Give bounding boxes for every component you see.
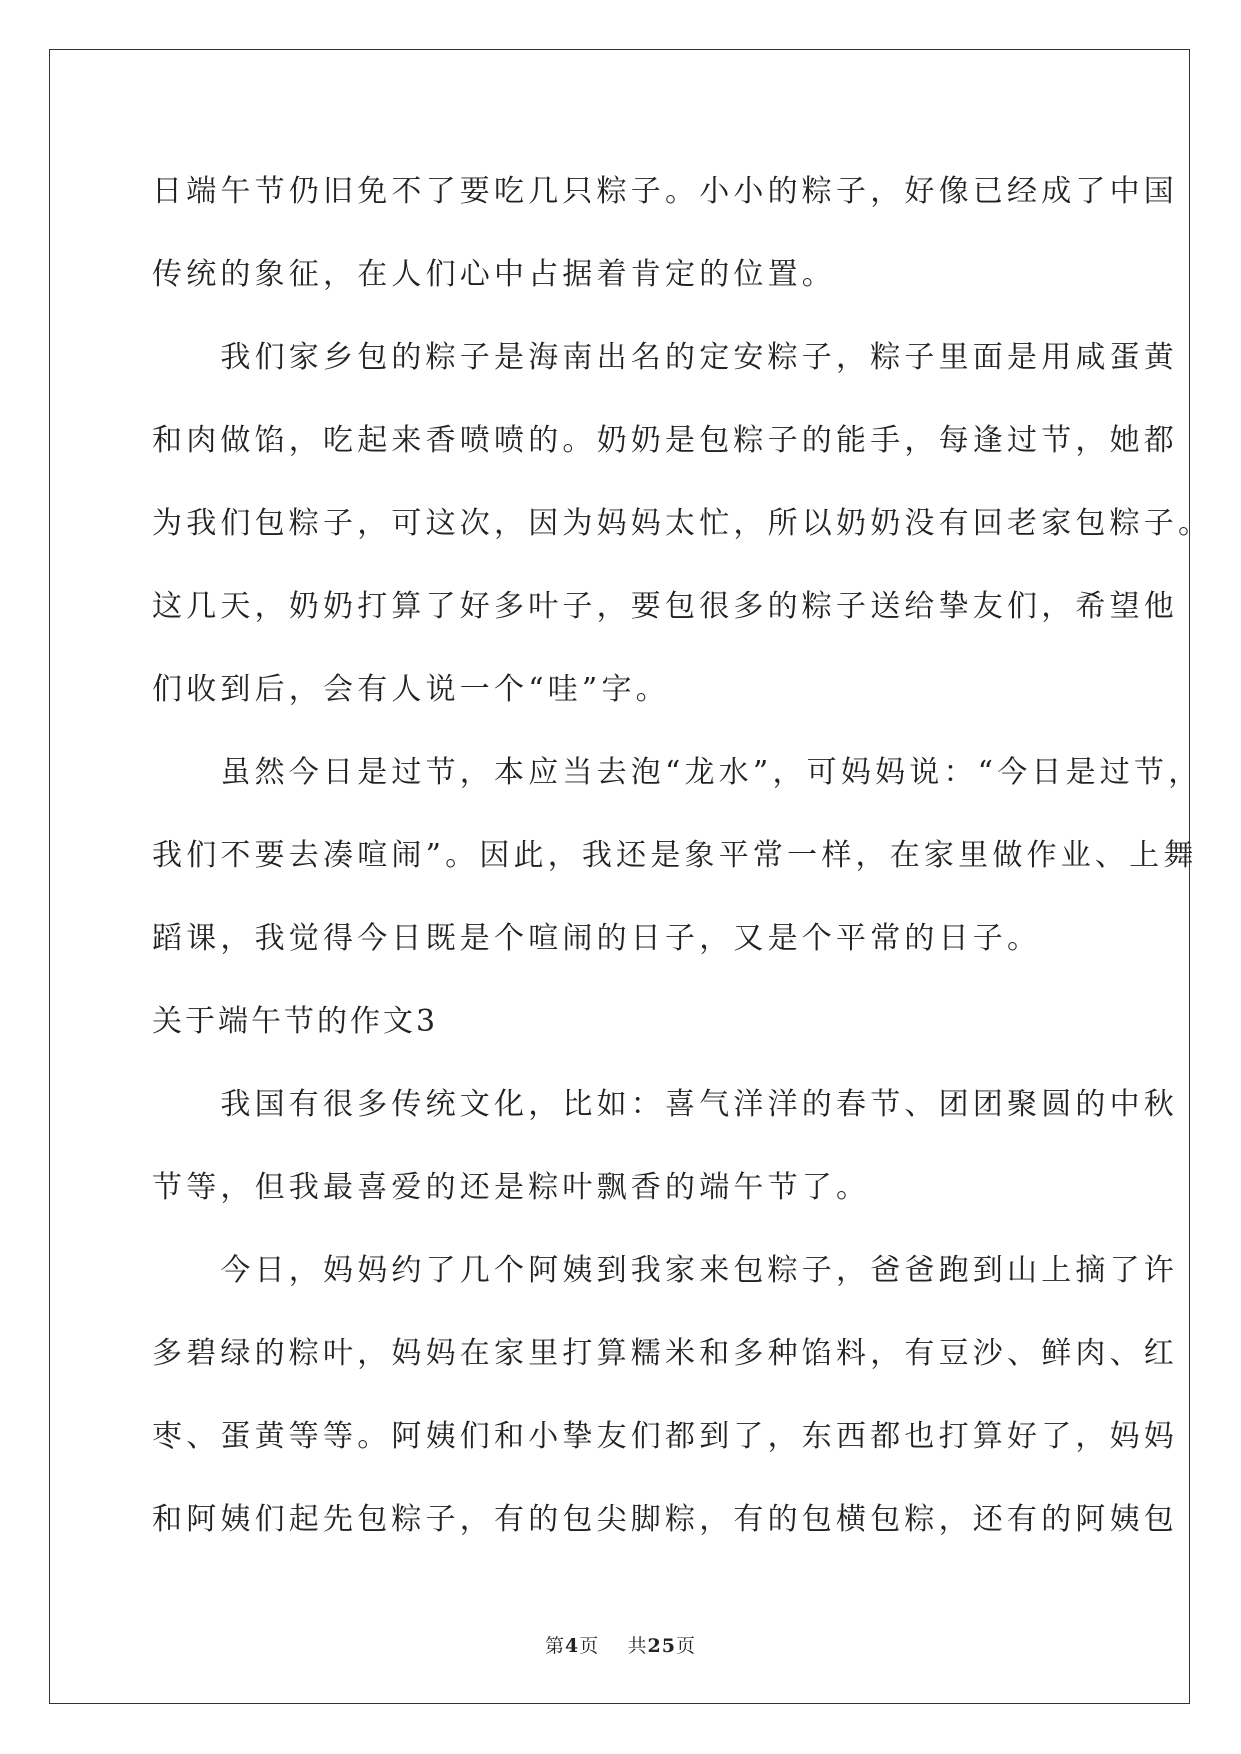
text-line: 们收到后，会有人说一个“哇”字。 [152,672,670,707]
text-line: 今日，妈妈约了几个阿姨到我家来包粽子，爸爸跑到山上摘了许 [152,1253,1178,1288]
text-line: 和阿姨们起先包粽子，有的包尖脚粽，有的包横包粽，还有的阿姨包 [152,1502,1178,1537]
total-suffix: 页 [675,1635,696,1657]
text-line: 多碧绿的粽叶，妈妈在家里打算糯米和多种馅料，有豆沙、鲜肉、红 [152,1336,1178,1371]
page-number: 4 [565,1635,580,1657]
text-line: 我们家乡包的粽子是海南出名的定安粽子，粽子里面是用咸蛋黄 [152,340,1178,375]
page-suffix: 页 [579,1635,600,1657]
text-line: 传统的象征，在人们心中占据着肯定的位置。 [152,257,836,292]
page-prefix: 第 [545,1635,566,1657]
total-pages: 25 [647,1635,676,1657]
text-line: 日端午节仍旧免不了要吃几只粽子。小小的粽子，好像已经成了中国 [152,174,1178,209]
document-body [152,150,1213,1561]
text-line: 节等，但我最喜爱的还是粽叶飘香的端午节了。 [152,1170,871,1205]
text-line: 枣、蛋黄等等。阿姨们和小挚友们都到了，东西都也打算好了，妈妈 [152,1419,1178,1454]
text-line: 我国有很多传统文化，比如：喜气洋洋的春节、团团聚圆的中秋 [152,1087,1178,1122]
text-line: 蹈课，我觉得今日既是个喧闹的日子，又是个平常的日子。 [152,921,1042,956]
section-heading: 关于端午节的作文3 [152,1004,439,1039]
page-footer [0,1631,1241,1658]
text-line: 和肉做馅，吃起来香喷喷的。奶奶是包粽子的能手，每逢过节，她都 [152,423,1178,458]
text-line: 我们不要去凑喧闹”。因此，我还是象平常一样，在家里做作业、上舞 [152,838,1198,873]
text-line: 虽然今日是过节，本应当去泡“龙水”，可妈妈说：“今日是过节， [152,755,1203,790]
total-prefix: 共 [627,1635,648,1657]
text-line: 这几天，奶奶打算了好多叶子，要包很多的粽子送给挚友们，希望他 [152,589,1178,624]
text-line: 为我们包粽子，可这次，因为妈妈太忙，所以奶奶没有回老家包粽子。 [152,506,1213,541]
